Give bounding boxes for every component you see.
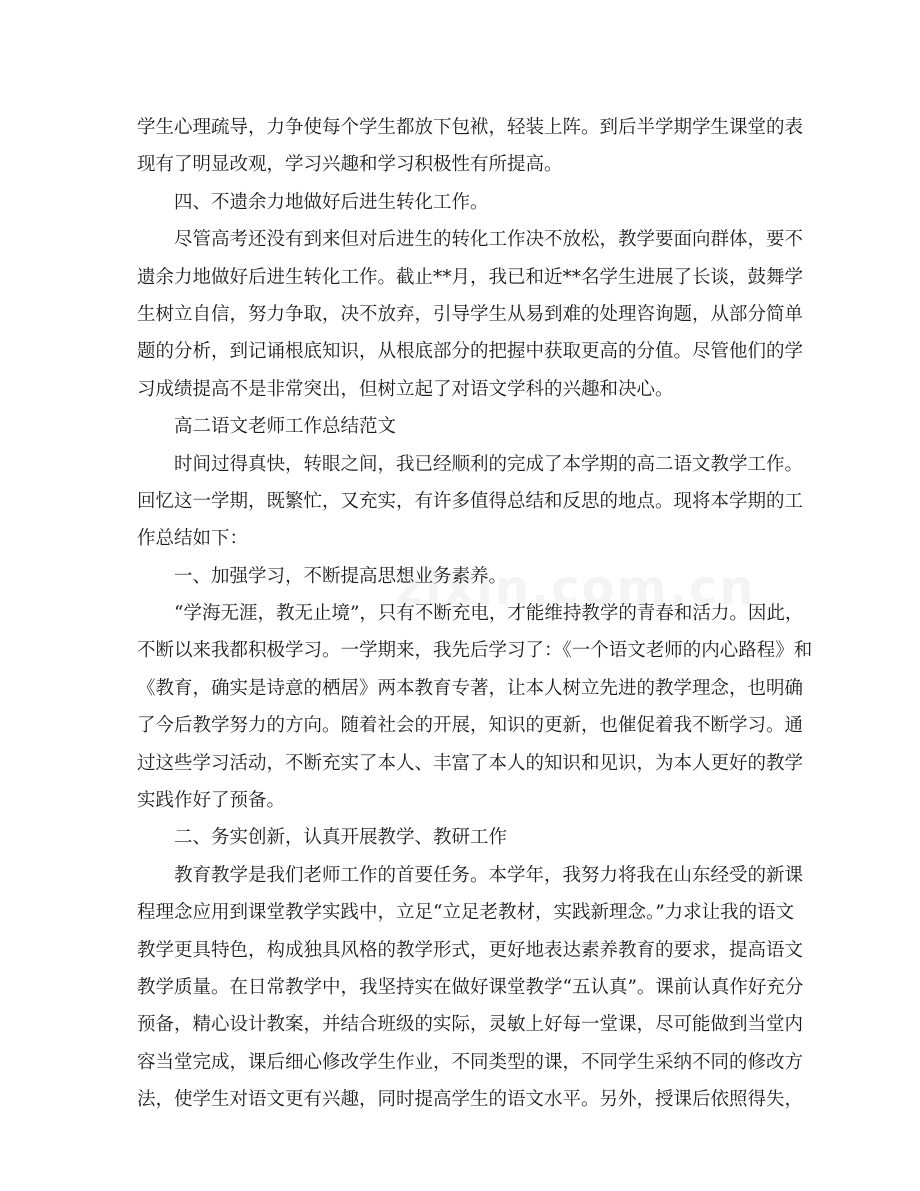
- text-line: 程理念应用到课堂教学实践中，立足“立足老教材，实践新理念。”力求让我的语文: [137, 902, 795, 924]
- text-line: 作总结如下：: [137, 528, 249, 550]
- text-line: 遗余力地做好后进生转化工作。截止**月，我已和近**名学生进展了长谈，鼓舞学: [137, 266, 804, 288]
- text-line: 过这些学习活动，不断充实了本人、丰富了本人的知识和见识，为本人更好的教学: [137, 752, 804, 774]
- text-line: 题的分析，到记诵根底知识，从根底部分的把握中获取更高的分值。尽管他们的学: [137, 341, 804, 363]
- text-line: 现有了明显改观，学习兴趣和学习积极性有所提高。: [137, 154, 563, 176]
- text-line: 了今后教学努力的方向。随着社会的开展，知识的更新，也催促着我不断学习。通: [137, 715, 804, 737]
- text-line: 教学更具特色，构成独具风格的教学形式，更好地表达素养教育的要求，提高语文: [137, 939, 804, 961]
- text-line: 习成绩提高不是非常突出，但树立起了对语文学科的兴趣和决心。: [137, 378, 674, 400]
- text-line: 教学质量。在日常教学中，我坚持实在做好课堂教学“五认真”。课前认真作好充分: [137, 976, 804, 998]
- text-line: 教育教学是我们老师工作的首要任务。本学年，我努力将我在山东经受的新课: [174, 864, 804, 886]
- text-line: 容当堂完成，课后细心修改学生作业，不同类型的课，不同学生采纳不同的修改方: [137, 1051, 804, 1073]
- text-line: 《教育，确实是诗意的栖居》两本教育专著，让本人树立先进的教学理念，也明确: [137, 677, 804, 699]
- article-title: 高二语文老师工作总结范文: [174, 416, 397, 438]
- text-line: “学海无涯，教无止境”，只有不断充电，才能维持教学的青春和活力。因此，: [174, 603, 804, 625]
- document-body: [137, 109, 813, 1119]
- text-line: 预备，精心设计教案，并结合班级的实际，灵敏上好每一堂课，尽可能做到当堂内: [137, 1014, 804, 1036]
- text-line: 回忆这一学期，既繁忙，又充实，有许多值得总结和反思的地点。现将本学期的工: [137, 490, 804, 512]
- text-line: 生树立自信，努力争取，决不放弃，引导学生从易到难的处理咨询题，从部分简单: [137, 303, 804, 325]
- text-line: 尽管高考还没有到来但对后进生的转化工作决不放松，教学要面向群体，要不: [174, 229, 804, 251]
- text-line: 法，使学生对语文更有兴趣，同时提高学生的语文水平。另外，授课后依照得失，: [137, 1089, 804, 1111]
- text-line: 学生心理疏导，力争使每个学生都放下包袱，轻装上阵。到后半学期学生课堂的表: [137, 117, 804, 138]
- section-heading: 四、不遗余力地做好后进生转化工作。: [174, 191, 489, 213]
- section-heading: 一、加强学习，不断提高思想业务素养。: [174, 565, 508, 587]
- section-heading: 二、务实创新，认真开展教学、教研工作: [174, 827, 508, 849]
- text-line: 实践作好了预备。: [137, 790, 286, 812]
- text-line: 不断以来我都积极学习。一学期来，我先后学习了：《一个语文老师的内心路程》和: [137, 640, 813, 662]
- text-line: 时间过得真快，转眼之间，我已经顺利的完成了本学期的高二语文教学工作。: [174, 453, 804, 475]
